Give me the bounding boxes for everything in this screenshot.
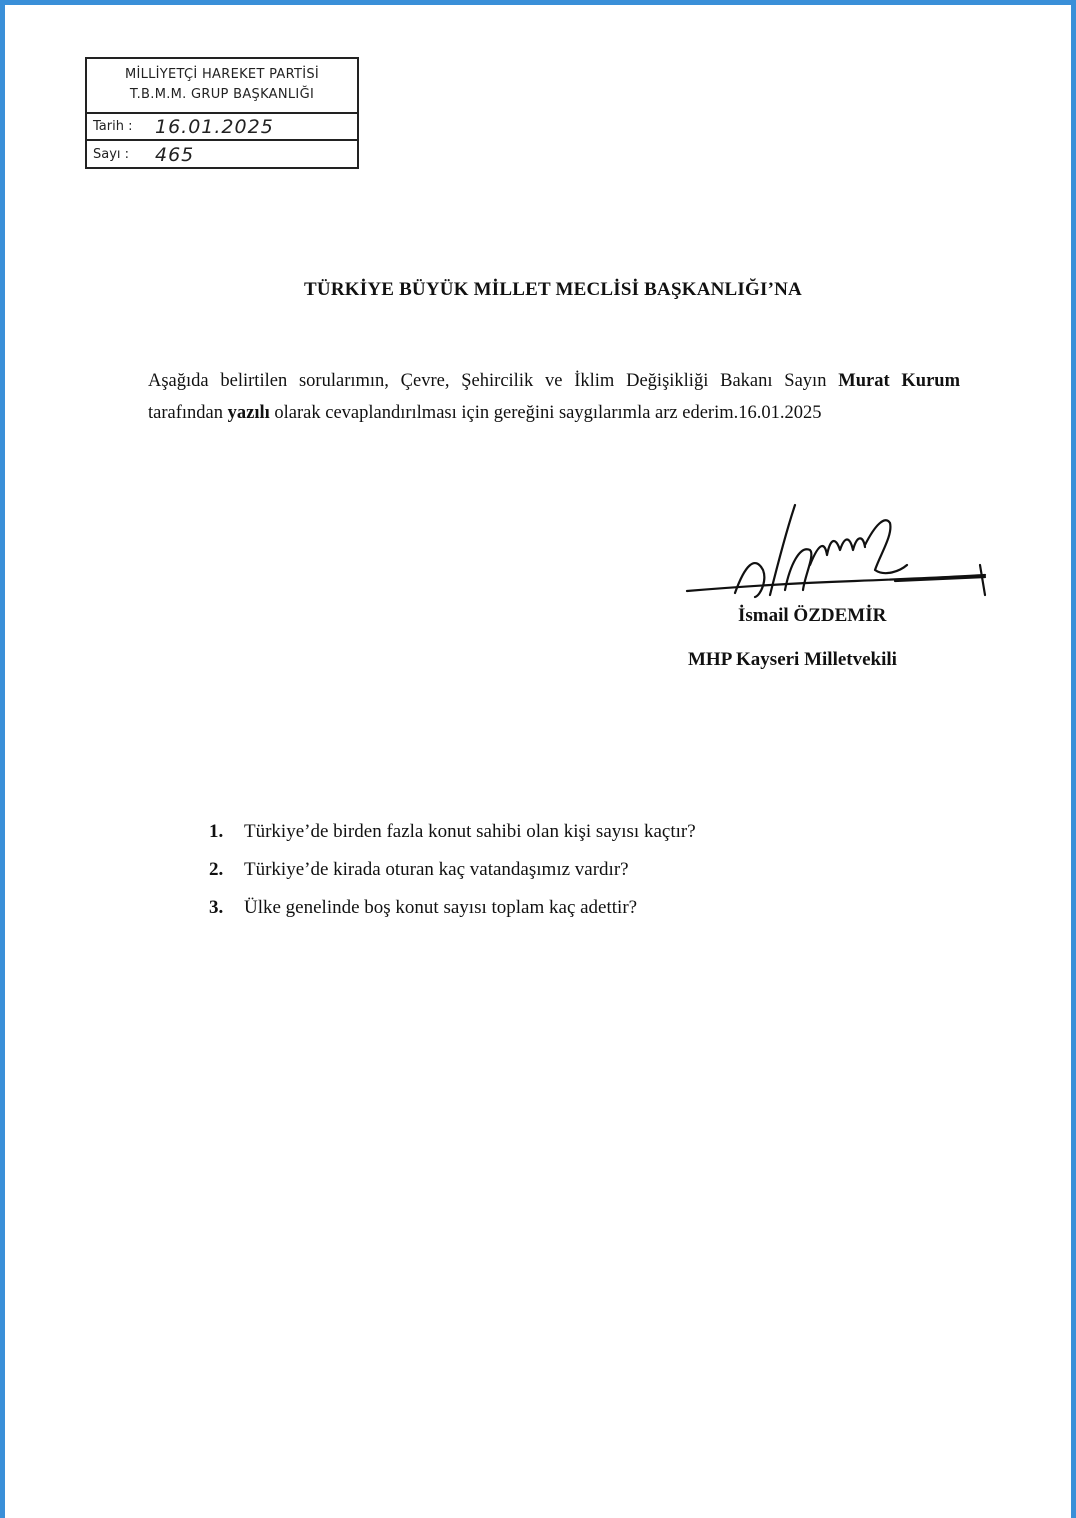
stamp-number-label: Sayı : bbox=[93, 147, 130, 162]
stamp-date-row bbox=[87, 114, 357, 141]
stamp-party: MİLLİYETÇİ HAREKET PARTİSİ bbox=[124, 67, 320, 82]
body-paragraph bbox=[148, 365, 960, 429]
question-list bbox=[209, 813, 909, 927]
question-number: 1. bbox=[209, 821, 224, 842]
stamp-date-label: Tarih : bbox=[93, 119, 133, 134]
stamp-number-row bbox=[87, 141, 357, 168]
list-item bbox=[209, 889, 909, 927]
question-number: 3. bbox=[209, 897, 224, 918]
list-item bbox=[209, 813, 909, 851]
question-text: Ülke genelinde boş konut sayısı toplam kaç adettir? bbox=[244, 897, 638, 918]
list-item bbox=[209, 851, 909, 889]
signer-name: İsmail ÖZDEMİR bbox=[738, 605, 887, 626]
stamp-date-value: 16.01.2025 bbox=[155, 115, 274, 138]
stamp-header bbox=[87, 59, 357, 114]
question-number: 2. bbox=[209, 859, 224, 880]
stamp-number-value: 465 bbox=[155, 143, 195, 166]
signer-title: MHP Kayseri Milletvekili bbox=[688, 649, 897, 670]
stamp-group: T.B.M.M. GRUP BAŞKANLIĞI bbox=[129, 87, 315, 102]
question-text: Türkiye’de kirada oturan kaç vatandaşımız vardır? bbox=[244, 859, 629, 880]
body-part3: olarak cevaplandırılması için gereğini saygılarımla arz ederim.16.01.2025 bbox=[269, 403, 822, 423]
document-title: TÜRKİYE BÜYÜK MİLLET MECLİSİ BAŞKANLIĞI’NA bbox=[304, 279, 802, 300]
registry-stamp bbox=[85, 57, 359, 169]
written-emphasis: yazılı bbox=[227, 403, 270, 423]
question-text: Türkiye’de birden fazla konut sahibi olan kişi sayısı kaçtır? bbox=[244, 821, 696, 842]
body-part1: Aşağıda belirtilen sorularımın, Çevre, Şehircilik ve İklim Değişikliği Bakanı Sayın bbox=[148, 371, 839, 391]
minister-name: Murat Kurum bbox=[838, 371, 960, 391]
body-part2: tarafından bbox=[148, 403, 228, 423]
